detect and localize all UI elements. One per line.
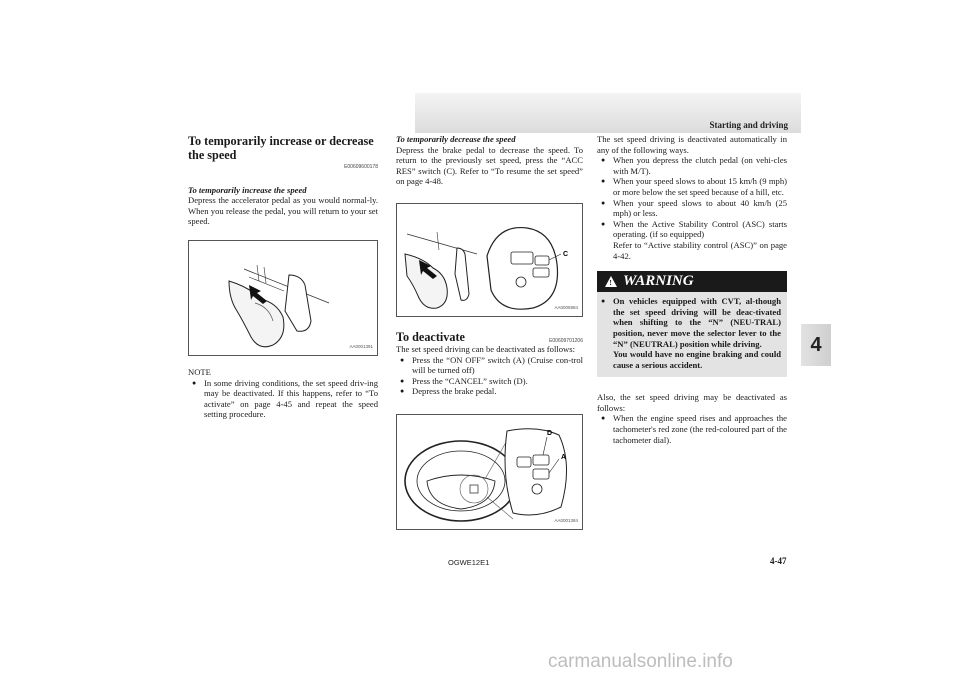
warning-triangle-icon: ! (605, 276, 617, 287)
column-1 (188, 134, 378, 420)
asc-reference: Refer to “Active stability control (ASC)” on page 4-42. (613, 239, 787, 261)
chapter-tab[interactable]: 4 (801, 324, 831, 366)
bullet-dot: ● (192, 378, 197, 387)
column-2 (396, 134, 583, 530)
deactivate-bullet: ● Depress the brake pedal. (396, 386, 583, 397)
figure-label-a: A (561, 453, 567, 461)
heading-code: E00609600178 (344, 164, 378, 170)
steering-wheel-figure (396, 414, 583, 530)
bullet-dot: ● (400, 376, 405, 385)
heading-deactivate: To deactivate (396, 329, 465, 344)
increase-paragraph: Depress the accelerator pedal as you would normal-ly. When you release the pedal, you will return to your set speed. (188, 195, 378, 227)
figure-code: AA0001384 (554, 518, 578, 524)
bullet-dot: ● (601, 219, 606, 228)
warning-bullet (597, 292, 787, 370)
warning-header (597, 271, 787, 292)
note-bullet: ● In some driving conditions, the set speed driv-ing may be deactivated. If this happens, refer to “To activate” on page 4-45 and repeat the speed setting procedure. (188, 378, 378, 420)
decrease-paragraph: Depress the brake pedal to decrease the speed. To return to the previously set speed, press the “ACC RES” switch (C). Refer to “To resume the set speed” on page 4-48. (396, 144, 583, 187)
figure-code: AA0001391 (349, 344, 373, 350)
auto-deactivate-bullet: ● When you depress the clutch pedal (on vehi-cles with M/T). (597, 155, 787, 176)
manual-code: OGWE12E1 (448, 558, 490, 567)
figure-label-d: D (547, 429, 553, 437)
column-3 (597, 134, 787, 445)
warning-title: WARNING (623, 273, 694, 290)
bullet-dot: ● (601, 297, 606, 306)
figure-label-c: C (563, 250, 569, 258)
bullet-dot: ● (400, 387, 405, 396)
warning-text: On vehicles equipped with CVT, al-though the set speed driving will be deac-tivated when shifting to the “N” (NEU-TRAL) position, never move the selector lever to the “N” (NEUTRAL) position while driving. (613, 296, 781, 349)
accelerator-pedal-illustration (189, 241, 377, 355)
deactivate-paragraph: The set speed driving can be deactivated as follows: (396, 343, 575, 354)
heading-block (396, 330, 583, 344)
auto-deactivate-bullet: ● When your speed slows to about 40 km/h (25 mph) or less. (597, 198, 787, 219)
note-label: NOTE (188, 366, 211, 377)
warning-box (597, 271, 787, 377)
bullet-dot: ● (601, 156, 606, 165)
engine-speed-bullet: ● When the engine speed rises and approaches the tachometer's red zone (the red-coloured part of the tachometer dial). (597, 413, 787, 445)
subheading-increase: To temporarily increase the speed (188, 184, 307, 195)
accelerator-pedal-figure (188, 240, 378, 356)
bullet-dot: ● (400, 355, 405, 364)
watermark: carmanualsonline.info (548, 651, 733, 672)
figure-code: AA0005984 (554, 305, 578, 311)
subheading-decrease: To temporarily decrease the speed (396, 134, 516, 144)
heading-increase-decrease: To temporarily increase or decrease the speed (188, 134, 374, 162)
brake-switch-illustration (397, 204, 582, 316)
warning-text-2: You would have no engine braking and could cause a serious accident. (613, 349, 781, 370)
bullet-dot: ● (601, 177, 606, 186)
auto-deactivate-bullet: ● When your speed slows to about 15 km/h (9 mph) or more below the set speed because of a hill, etc. (597, 176, 787, 197)
brake-pedal-switch-figure (396, 203, 583, 317)
bullet-dot: ● (601, 198, 606, 207)
asc-bullet-text: When the Active Stability Control (ASC) starts operating. (if so equipped) (613, 218, 787, 240)
heading-block (188, 134, 378, 173)
heading-code: E00609701206 (549, 337, 583, 344)
deactivate-bullet: ● Press the “ON OFF” switch (A) (Cruise con-trol will be turned off) (396, 355, 583, 376)
also-deactivate-paragraph: Also, the set speed driving may be deactivated as follows: (597, 392, 787, 413)
auto-deactivate-paragraph: The set speed driving is deactivated automatically in any of the following ways. (597, 134, 787, 155)
steering-wheel-illustration (397, 415, 582, 529)
deactivate-bullet: ● Press the “CANCEL” switch (D). (396, 376, 583, 387)
page-number: 4-47 (770, 556, 787, 566)
section-title: Starting and driving (709, 120, 788, 130)
bullet-dot: ● (601, 414, 606, 423)
asc-bullet (597, 219, 787, 261)
